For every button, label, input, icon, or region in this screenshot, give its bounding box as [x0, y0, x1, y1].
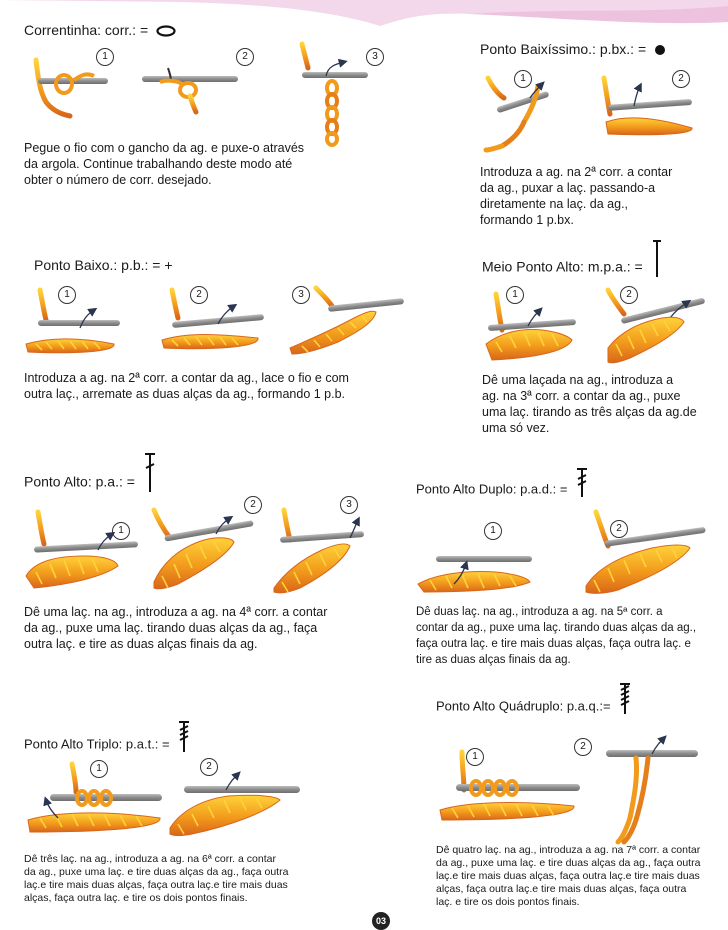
section-title	[416, 481, 589, 499]
step-badge: 1	[90, 760, 108, 778]
trtr-step2-illustration	[596, 728, 702, 846]
page-number: 03	[372, 912, 390, 930]
desc-line: Dê quatro laç. na ag., introduza a ag. na 7ª corr. a contar	[436, 844, 701, 856]
desc-line: uma laç. tirando as três alças da ag.de	[482, 405, 697, 419]
desc-line: outra laç. e tire as duas alças finais da ag.	[24, 637, 258, 651]
desc-line: faça outra laç. e tire mais duas alças, faça outra laç. e	[416, 638, 691, 650]
title-text: Ponto Alto Quádruplo: p.a.q.:=	[436, 698, 611, 714]
trtr-step1-illustration	[436, 750, 586, 824]
desc-line: Dê uma laç. na ag., introduza a ag. na 4ª corr. a contar	[24, 605, 328, 619]
section-title	[24, 22, 176, 38]
section-description	[24, 140, 354, 188]
sc-step3-illustration	[288, 286, 408, 358]
chain-step1-illustration	[24, 58, 114, 118]
desc-line: laç.e tire mais duas alças, faça outra laç.e tire mais duas	[24, 879, 288, 891]
section-description	[24, 370, 404, 402]
section-title	[436, 698, 632, 716]
step-badge: 2	[236, 48, 254, 66]
treble-symbol-icon	[575, 467, 589, 499]
section-description	[24, 604, 384, 652]
desc-line: Introduza a ag. na 2ª corr. a contar da ag., lace o fio e com	[24, 371, 349, 385]
desc-line: formando 1 p.bx.	[480, 213, 574, 227]
title-text: Ponto Baixíssimo.: p.bx.: =	[480, 41, 647, 57]
step-badge: 1	[96, 48, 114, 66]
hdc-step2-illustration	[600, 288, 710, 368]
sc-step1-illustration	[24, 288, 124, 358]
desc-line: da argola. Continue trabalhando deste modo até	[24, 157, 293, 171]
desc-line: alças, faça outra laç.e tire mais duas alças, faça outra	[436, 883, 687, 895]
desc-line: tire as duas alças finais da ag.	[416, 654, 571, 666]
desc-line: laç.e tire mais duas alças, faça outra laç.e tire mais duas	[436, 870, 700, 882]
double-crochet-symbol-icon	[143, 452, 157, 494]
desc-line: da ag., puxe uma laç. tirando duas alças da ag., faça	[24, 621, 318, 635]
step-badge: 2	[244, 496, 262, 514]
tr-step2-illustration	[582, 510, 710, 594]
desc-line: laç. e tire os dois pontos finais.	[436, 896, 580, 908]
step-badge: 2	[200, 758, 218, 776]
dtr-step2-illustration	[166, 756, 306, 836]
step-badge: 2	[574, 738, 592, 756]
desc-line: da ag., puxe uma laç. e tire duas alças da ag., faça outra	[436, 857, 701, 869]
desc-line: Pegue o fio com o gancho da ag. e puxe-o através	[24, 141, 305, 155]
step-badge: 2	[620, 286, 638, 304]
dc-step3-illustration	[270, 508, 370, 594]
desc-line: outra laç., arremate as duas alças da ag., formando 1 p.b.	[24, 387, 346, 401]
desc-line: Introduza a ag. na 2ª corr. a contar	[480, 165, 673, 179]
triple-treble-symbol-icon	[618, 682, 632, 716]
section-title: Ponto Baixo.: p.b.: = +	[34, 257, 173, 273]
slip-step2-illustration	[598, 76, 698, 146]
step-badge: 2	[672, 70, 690, 88]
step-badge: 1	[58, 286, 76, 304]
step-badge: 1	[514, 70, 532, 88]
step-badge: 1	[506, 286, 524, 304]
step-badge: 2	[190, 286, 208, 304]
step-badge: 3	[340, 496, 358, 514]
step-badge: 1	[112, 522, 130, 540]
step-badge: 3	[366, 48, 384, 66]
dc-step2-illustration	[148, 508, 258, 592]
title-text: Ponto Alto Triplo: p.a.t.: =	[24, 736, 170, 752]
section-title	[480, 41, 666, 57]
slip-step1-illustration	[480, 76, 570, 154]
section-description	[480, 164, 690, 228]
half-double-symbol-icon	[651, 239, 663, 279]
dc-step1-illustration	[24, 510, 144, 590]
desc-line: diretamente na laç. da ag.,	[480, 197, 629, 211]
dtr-step1-illustration	[24, 762, 174, 836]
section-description	[436, 844, 726, 909]
section-description	[482, 372, 722, 436]
desc-line: alças, faça outra laç. e tire os dois pontos finais.	[24, 892, 248, 904]
hdc-step1-illustration	[482, 292, 582, 368]
title-text: Ponto Alto: p.a.: =	[24, 473, 135, 490]
desc-line: ag. na 3ª corr. a contar da ag., puxe	[482, 389, 681, 403]
desc-line: obter o número de corr. desejado.	[24, 173, 212, 187]
section-description	[24, 853, 324, 905]
step-badge: 1	[484, 522, 502, 540]
section-title	[24, 472, 157, 494]
sc-step2-illustration	[158, 288, 268, 358]
desc-line: Dê três laç. na ag., introduza a ag. na 6ª corr. a contar	[24, 853, 276, 865]
step-badge: 3	[292, 286, 310, 304]
section-title	[24, 736, 191, 754]
chain-step3-illustration	[294, 42, 384, 146]
step-badge: 2	[610, 520, 628, 538]
title-text: Meio Ponto Alto: m.p.a.: =	[482, 258, 643, 275]
title-text: Ponto Alto Duplo: p.a.d.: =	[416, 481, 568, 497]
chain-symbol-icon	[156, 25, 176, 37]
desc-line: da ag., puxe uma laç. e tire duas alças da ag., faça outra	[24, 866, 289, 878]
title-text: Correntinha: corr.: =	[24, 22, 149, 38]
section-title	[482, 257, 663, 279]
step-badge: 1	[466, 748, 484, 766]
desc-line: uma só vez.	[482, 421, 550, 435]
desc-line: Dê duas laç. na ag., introduza a ag. na 5ª corr. a	[416, 606, 663, 618]
double-treble-symbol-icon	[177, 720, 191, 754]
slip-stitch-symbol-icon	[654, 44, 666, 56]
desc-line: da ag., puxar a laç. passando-a	[480, 181, 656, 195]
desc-line: Dê uma laçada na ag., introduza a	[482, 373, 674, 387]
section-description	[416, 604, 716, 668]
tr-step1-illustration	[416, 518, 536, 594]
chain-step2-illustration	[136, 66, 246, 116]
desc-line: contar da ag., puxe uma laç. tirando duas alças da ag.,	[416, 622, 697, 634]
